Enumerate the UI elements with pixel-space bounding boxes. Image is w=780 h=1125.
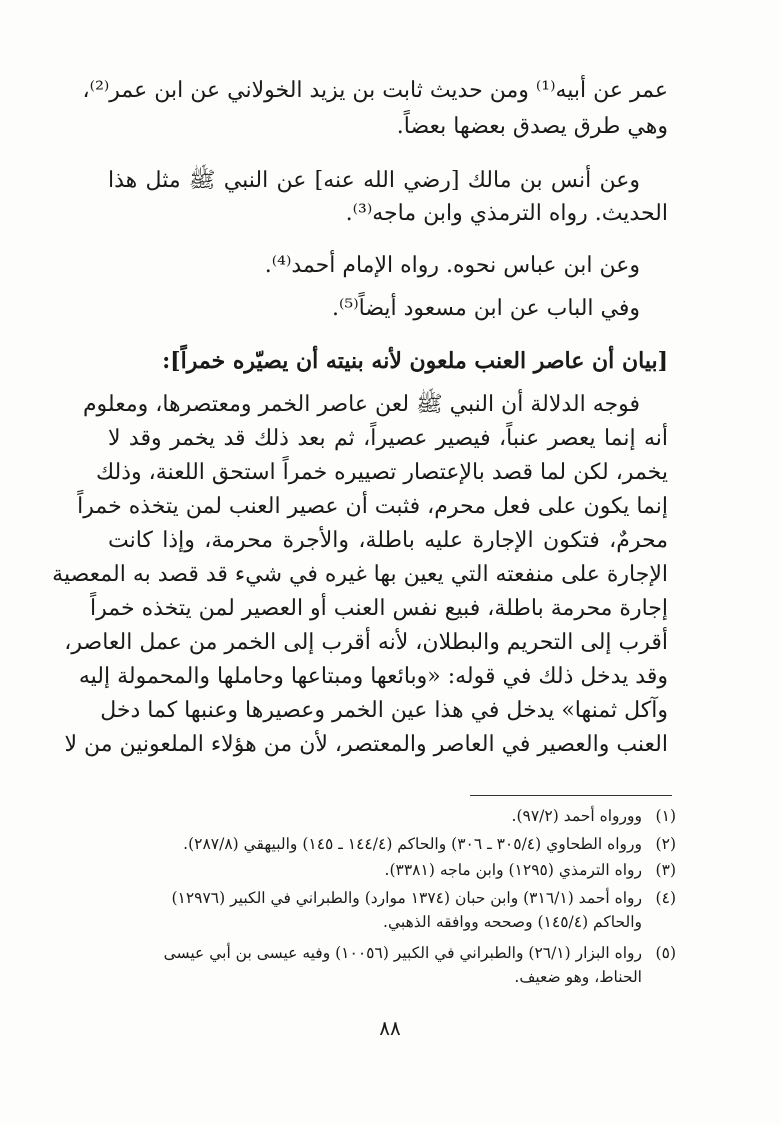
footnote-text: رواه الترمذي (١٢٩٥) وابن ماجه (٣٣٨١).	[384, 861, 642, 879]
footnote-continuation: الحناط، وهو ضعيف.	[514, 968, 642, 986]
text-line: يخمر، لكن لما قصد بالإعتصار تصييره خمراً استحق اللعنة، وذلك	[96, 460, 668, 485]
text-line: الحديث. رواه الترمذي وابن ماجه⁽³⁾.	[345, 201, 668, 226]
text-line: وعن ابن عباس نحوه. رواه الإمام أحمد⁽⁴⁾.	[264, 253, 640, 278]
text-line: وعن أنس بن مالك [رضي الله عنه] عن النبي ﷺ مثل هذا	[108, 168, 640, 193]
text-line: عمر عن أبيه⁽¹⁾ ومن حديث ثابت بن يزيد الخولاني عن ابن عمر⁽²⁾،	[82, 78, 668, 103]
footnote	[110, 887, 676, 909]
footnote-continuation: والحاكم (١٤٥/٤) وصححه ووافقه الذهبي.	[383, 913, 642, 931]
footnote-number: (٣)	[655, 861, 676, 879]
footnote	[110, 805, 676, 827]
text-line: إنما يكون على فعل محرم، فثبت أن عصير العنب لمن يتخذه خمراً	[77, 494, 668, 519]
footnote-number: (٥)	[655, 944, 676, 962]
footnote-text: وورواه أحمد (٩٧/٢).	[511, 807, 642, 825]
footnote	[110, 833, 676, 855]
text-line: العنب والعصير في العاصر والمعتصر، لأن من هؤلاء الملعونين من لا	[64, 732, 668, 757]
text-line: أقرب إلى التحريم والبطلان، لأنه أقرب إلى الخمر من عمل العاصر،	[64, 630, 668, 655]
footnote-number: (١)	[655, 807, 676, 825]
text-line: وقد يدخل ذلك في قوله: «وبائعها ومبتاعها وحاملها والمحمولة إليه	[78, 664, 668, 689]
text-line: إجارة محرمة باطلة، فبيع نفس العنب أو العصير لمن يتخذه خمراً	[90, 596, 668, 621]
page-number: ٨٨	[379, 1016, 401, 1040]
footnote	[110, 859, 676, 881]
section-heading: [بيان أن عاصر العنب ملعون لأنه بنيته أن يصيّره خمراً]:	[162, 348, 668, 374]
footnote-divider	[470, 795, 672, 796]
text-line: محرمٌ، فتكون الإجارة عليه باطلة، والأجرة محرمة، وإذا كانت	[108, 528, 668, 553]
text-line: أنه إنما يعصر عنباً، فيصير عصيراً، ثم بعد ذلك قد يخمر وقد لا	[108, 426, 668, 451]
footnote-text: رواه البزار (٢٦/١) والطبراني في الكبير (١٠٠٥٦) وفيه عيسى بن أبي عيسى	[163, 944, 642, 962]
text-line: وآكل ثمنها» يدخل في هذا عين الخمر وعصيرها وعنبها كما دخل	[100, 698, 668, 723]
footnote-text: ورواه الطحاوي (٣٠٥/٤ ـ ٣٠٦) والحاكم (١٤٤/٤ ـ ١٤٥) والبيهقي (٢٨٧/٨).	[183, 835, 642, 853]
footnote-number: (٢)	[655, 835, 676, 853]
footnote-number: (٤)	[655, 889, 676, 907]
text-line: وهي طرق يصدق بعضها بعضاً.	[396, 114, 668, 139]
text-line: فوجه الدلالة أن النبي ﷺ لعن عاصر الخمر ومعتصرها، ومعلوم	[82, 392, 640, 417]
text-line: وفي الباب عن ابن مسعود أيضاً⁽⁵⁾.	[331, 296, 640, 321]
footnote	[110, 942, 676, 964]
footnote-text: رواه أحمد (٣١٦/١) وابن حبان (١٣٧٤ موارد) والطبراني في الكبير (١٢٩٧٦)	[171, 889, 642, 907]
text-line: الإجارة على منفعته التي يعين بها غيره في شيء قد قصد به المعصية	[52, 562, 668, 587]
